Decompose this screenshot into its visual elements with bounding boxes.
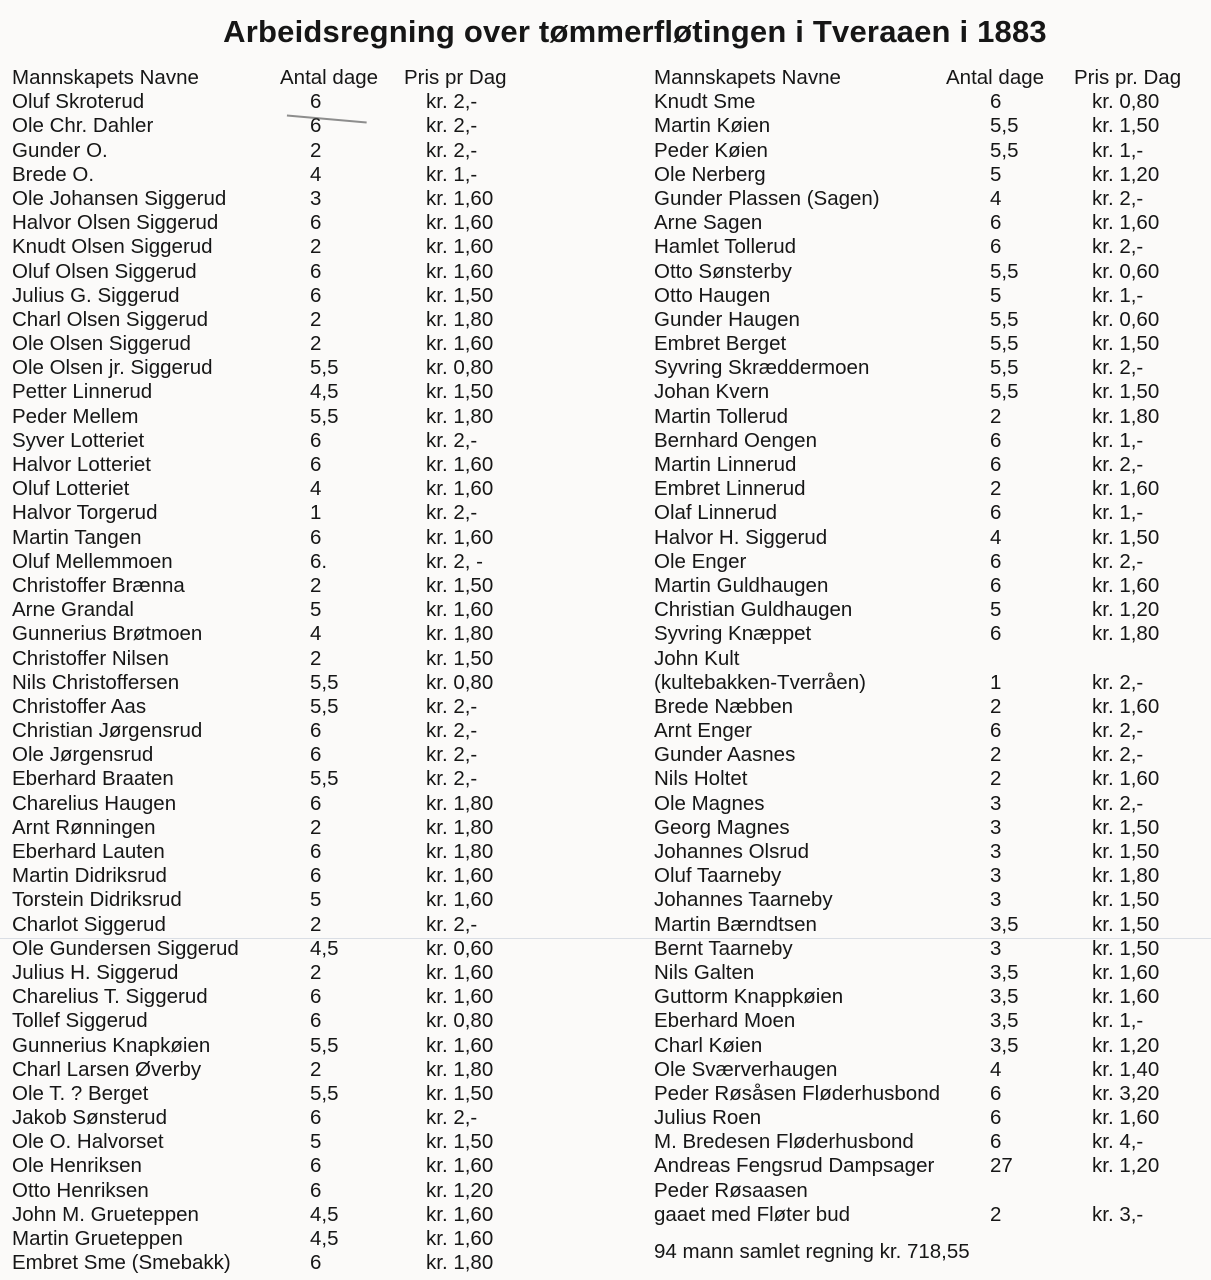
worker-name: Charlot Siggerud bbox=[12, 912, 166, 936]
daily-rate: kr. 1,60 bbox=[426, 1227, 494, 1250]
worker-name: Christoffer Nilsen bbox=[12, 646, 169, 670]
daily-rate: kr. 0,80 bbox=[426, 1009, 494, 1033]
daily-rate: kr. 1,60 bbox=[426, 186, 494, 210]
worker-name: (kultebakken-Tverråen) bbox=[654, 670, 866, 694]
worker-name: Ole Magnes bbox=[654, 791, 765, 815]
days-count: 2 bbox=[990, 767, 1002, 791]
days-count: 5,5 bbox=[310, 694, 339, 718]
days-count: 5 bbox=[310, 1130, 322, 1154]
daily-rate: kr. 1,60 bbox=[426, 477, 494, 501]
daily-rate: kr. 1,80 bbox=[1092, 864, 1160, 888]
header-days: Antal dage bbox=[946, 66, 1045, 89]
days-count: 3 bbox=[990, 791, 1002, 815]
days-count: 3 bbox=[990, 936, 1002, 960]
days-count: 2 bbox=[990, 1202, 1002, 1226]
days-count: 6 bbox=[310, 864, 322, 888]
daily-rate: kr. 1,60 bbox=[1092, 985, 1160, 1009]
daily-rate: kr. 1,80 bbox=[426, 622, 494, 646]
days-count: 5,5 bbox=[990, 307, 1019, 331]
daily-rate: kr. 2,- bbox=[1092, 791, 1144, 815]
worker-name: Johannes Taarneby bbox=[654, 888, 833, 912]
daily-rate: kr. 1,60 bbox=[426, 888, 494, 912]
days-count: 6 bbox=[310, 719, 322, 743]
daily-rate: kr. 1,80 bbox=[426, 1251, 494, 1275]
days-count: 3,5 bbox=[990, 912, 1019, 936]
daily-rate: kr. 1,80 bbox=[426, 791, 494, 815]
daily-rate: kr. 1,60 bbox=[1092, 960, 1160, 984]
days-count: 5,5 bbox=[990, 138, 1019, 162]
daily-rate: kr. 1,80 bbox=[426, 404, 494, 428]
worker-name: Ole Enger bbox=[654, 549, 747, 573]
worker-name: Peder Mellem bbox=[12, 404, 139, 428]
worker-name: Julius G. Siggerud bbox=[12, 283, 180, 307]
days-count: 6 bbox=[990, 211, 1002, 235]
daily-rate: kr. 2,- bbox=[426, 694, 478, 718]
daily-rate: kr. 1,60 bbox=[426, 211, 494, 235]
daily-rate: kr. 2,- bbox=[1092, 670, 1144, 694]
days-count: 2 bbox=[310, 332, 322, 356]
daily-rate: kr. 0,80 bbox=[1092, 90, 1160, 114]
days-count: 2 bbox=[990, 404, 1002, 428]
daily-rate: kr. 2,- bbox=[426, 767, 478, 791]
daily-rate: kr. 1,- bbox=[426, 162, 478, 186]
worker-name: Otto Haugen bbox=[654, 283, 771, 307]
worker-name: Gunder Aasnes bbox=[654, 743, 796, 767]
worker-name: Ole Nerberg bbox=[654, 162, 766, 186]
days-count: 5 bbox=[310, 888, 322, 912]
daily-rate: kr. 1,- bbox=[1092, 138, 1144, 162]
days-count: 6 bbox=[990, 235, 1002, 259]
worker-name: Petter Linnerud bbox=[12, 380, 153, 404]
worker-name: Peder Røsaasen bbox=[654, 1178, 808, 1202]
days-count: 6 bbox=[310, 1178, 322, 1202]
worker-name: Oluf Olsen Siggerud bbox=[12, 259, 197, 283]
worker-name: Ole Henriksen bbox=[12, 1154, 142, 1178]
daily-rate: kr. 1,50 bbox=[1092, 332, 1160, 356]
daily-rate: kr. 1,60 bbox=[426, 525, 494, 549]
daily-rate: kr. 1,20 bbox=[1092, 598, 1160, 622]
worker-name: Otto Henriksen bbox=[12, 1178, 149, 1202]
days-count: 6 bbox=[310, 428, 322, 452]
worker-name: Halvor Lotteriet bbox=[12, 453, 152, 476]
days-count: 6 bbox=[310, 791, 322, 815]
days-count: 6 bbox=[310, 90, 322, 114]
days-count: 5,5 bbox=[990, 114, 1019, 138]
worker-name: Martin Grueteppen bbox=[12, 1227, 183, 1250]
days-count: 6 bbox=[310, 525, 322, 549]
daily-rate: kr. 1,60 bbox=[1092, 694, 1160, 718]
worker-name: Gunder O. bbox=[12, 138, 108, 162]
worker-name: Gunder Plassen (Sagen) bbox=[654, 186, 880, 210]
worker-name: Oluf Skroterud bbox=[12, 90, 145, 114]
days-count: 6 bbox=[310, 1009, 322, 1033]
daily-rate: kr. 1,50 bbox=[1092, 114, 1160, 138]
daily-rate: kr. 2,- bbox=[426, 114, 478, 138]
worker-name: Ole Gundersen Siggerud bbox=[12, 936, 239, 960]
worker-name: Ole O. Halvorset bbox=[12, 1130, 164, 1154]
days-count: 27 bbox=[990, 1154, 1013, 1178]
daily-rate: kr. 1,50 bbox=[426, 1081, 494, 1105]
worker-name: Otto Sønsterby bbox=[654, 259, 792, 283]
daily-rate: kr. 1,50 bbox=[1092, 840, 1160, 863]
worker-name: Ole Johansen Siggerud bbox=[12, 186, 227, 210]
daily-rate: kr. 1,60 bbox=[426, 235, 494, 259]
days-count: 3 bbox=[990, 864, 1002, 888]
worker-name: Ole T. ? Berget bbox=[12, 1081, 149, 1105]
days-count: 6 bbox=[310, 1251, 322, 1275]
daily-rate: kr. 1,60 bbox=[426, 453, 494, 476]
days-count: 4,5 bbox=[310, 380, 339, 404]
worker-name: Ole Olsen jr. Siggerud bbox=[12, 356, 213, 380]
days-count: 2 bbox=[310, 573, 322, 597]
daily-rate: kr. 2,- bbox=[1092, 549, 1144, 573]
header-price: Pris pr. Dag bbox=[1074, 66, 1182, 89]
worker-name: gaaet med Fløter bud bbox=[654, 1202, 850, 1226]
days-count: 2 bbox=[310, 138, 322, 162]
header-price: Pris pr Dag bbox=[404, 66, 507, 89]
days-count: 1 bbox=[310, 501, 322, 525]
days-count: 6 bbox=[990, 501, 1002, 525]
days-count: 3,5 bbox=[990, 1033, 1019, 1057]
worker-name: Charelius Haugen bbox=[12, 791, 177, 815]
days-count: 5,5 bbox=[990, 380, 1019, 404]
days-count: 5,5 bbox=[310, 404, 339, 428]
days-count: 2 bbox=[990, 743, 1002, 767]
days-count: 6 bbox=[990, 622, 1002, 646]
worker-name: Charl Larsen Øverby bbox=[12, 1057, 202, 1081]
daily-rate: kr. 1,50 bbox=[426, 646, 494, 670]
days-count: 6 bbox=[310, 259, 322, 283]
days-count: 4,5 bbox=[310, 1227, 339, 1250]
daily-rate: kr. 2,- bbox=[1092, 453, 1144, 476]
days-count: 5 bbox=[990, 283, 1002, 307]
worker-name: Eberhard Moen bbox=[654, 1009, 796, 1033]
days-count: 6 bbox=[310, 114, 322, 138]
daily-rate: kr. 1,80 bbox=[426, 840, 494, 863]
days-count: 6 bbox=[990, 428, 1002, 452]
days-count: 4 bbox=[990, 186, 1002, 210]
days-count: 3 bbox=[990, 888, 1002, 912]
worker-name: Halvor H. Siggerud bbox=[654, 525, 828, 549]
daily-rate: kr. 0,60 bbox=[1092, 259, 1160, 283]
days-count: 6 bbox=[310, 743, 322, 767]
daily-rate: kr. 1,80 bbox=[1092, 622, 1160, 646]
daily-rate: kr. 1,20 bbox=[1092, 1033, 1160, 1057]
worker-name: Bernhard Oengen bbox=[654, 428, 817, 452]
daily-rate: kr. 1,50 bbox=[1092, 936, 1160, 960]
worker-name: Eberhard Braaten bbox=[12, 767, 174, 791]
daily-rate: kr. 1,60 bbox=[426, 1033, 494, 1057]
daily-rate: kr. 1,60 bbox=[426, 259, 494, 283]
worker-name: Christoffer Aas bbox=[12, 694, 147, 718]
days-count: 6 bbox=[990, 573, 1002, 597]
pen-scratch-mark bbox=[285, 115, 366, 142]
days-count: 6 bbox=[990, 1130, 1002, 1154]
worker-name: Christoffer Brænna bbox=[12, 573, 185, 597]
daily-rate: kr. 1,- bbox=[1092, 501, 1144, 525]
daily-rate: kr. 2,- bbox=[1092, 235, 1144, 259]
worker-name: Nils Christoffersen bbox=[12, 670, 180, 694]
daily-rate: kr. 1,60 bbox=[1092, 477, 1160, 501]
worker-name: Julius H. Siggerud bbox=[12, 960, 179, 984]
daily-rate: kr. 1,60 bbox=[426, 1154, 494, 1178]
worker-name: Syvring Knæppet bbox=[654, 622, 812, 646]
daily-rate: kr. 1,20 bbox=[1092, 1154, 1160, 1178]
days-count: 5 bbox=[990, 598, 1002, 622]
worker-name: Georg Magnes bbox=[654, 815, 790, 839]
days-count: 6 bbox=[310, 1106, 322, 1130]
days-count: 5 bbox=[310, 598, 322, 622]
days-count: 4,5 bbox=[310, 936, 339, 960]
worker-name: Ole Olsen Siggerud bbox=[12, 332, 191, 356]
paper-fold-line bbox=[0, 938, 1211, 939]
daily-rate: kr. 1,60 bbox=[1092, 1106, 1160, 1130]
days-count: 6 bbox=[310, 1154, 322, 1178]
worker-name: Ole Chr. Dahler bbox=[12, 114, 154, 138]
worker-name: Charelius T. Siggerud bbox=[12, 985, 208, 1009]
daily-rate: kr. 2,- bbox=[426, 743, 478, 767]
worker-name: Ole Jørgensrud bbox=[12, 743, 154, 767]
daily-rate: kr. 1,80 bbox=[1092, 404, 1160, 428]
daily-rate: kr. 2,- bbox=[426, 138, 478, 162]
daily-rate: kr. 1,50 bbox=[1092, 380, 1160, 404]
worker-name: Olaf Linnerud bbox=[654, 501, 778, 525]
worker-name: Johannes Olsrud bbox=[654, 840, 809, 863]
daily-rate: kr. 2,- bbox=[426, 428, 478, 452]
days-count: 6 bbox=[310, 283, 322, 307]
worker-name: Brede O. bbox=[12, 162, 95, 186]
days-count: 6 bbox=[990, 549, 1002, 573]
daily-rate: kr. 2, - bbox=[426, 549, 483, 573]
worker-name: Martin Guldhaugen bbox=[654, 573, 829, 597]
worker-name: Ole Sværverhaugen bbox=[654, 1057, 838, 1081]
days-count: 4 bbox=[310, 477, 322, 501]
worker-name: Halvor Olsen Siggerud bbox=[12, 211, 219, 235]
worker-name: Charl Køien bbox=[654, 1033, 763, 1057]
daily-rate: kr. 1,60 bbox=[426, 864, 494, 888]
worker-name: Arne Sagen bbox=[654, 211, 763, 235]
daily-rate: kr. 1,60 bbox=[1092, 767, 1160, 791]
worker-name: Syvring Skræddermoen bbox=[654, 356, 870, 380]
worker-name: Martin Linnerud bbox=[654, 453, 797, 476]
days-count: 5,5 bbox=[310, 767, 339, 791]
worker-name: Johan Kvern bbox=[654, 380, 770, 404]
worker-name: Gunder Haugen bbox=[654, 307, 800, 331]
days-count: 2 bbox=[310, 815, 322, 839]
worker-name: Gunnerius Brøtmoen bbox=[12, 622, 203, 646]
worker-name: M. Bredesen Fløderhusbond bbox=[654, 1130, 914, 1154]
worker-name: Syver Lotteriet bbox=[12, 428, 145, 452]
daily-rate: kr. 0,80 bbox=[426, 356, 494, 380]
daily-rate: kr. 2,- bbox=[1092, 719, 1144, 743]
worker-name: Halvor Torgerud bbox=[12, 501, 158, 525]
daily-rate: kr. 1,60 bbox=[1092, 573, 1160, 597]
daily-rate: kr. 2,- bbox=[426, 501, 478, 525]
days-count: 6 bbox=[990, 1081, 1002, 1105]
daily-rate: kr. 1,- bbox=[1092, 283, 1144, 307]
daily-rate: kr. 1,60 bbox=[426, 332, 494, 356]
days-count: 2 bbox=[310, 912, 322, 936]
daily-rate: kr. 1,60 bbox=[1092, 211, 1160, 235]
daily-rate: kr. 1,20 bbox=[426, 1178, 494, 1202]
worker-name: Knudt Olsen Siggerud bbox=[12, 235, 213, 259]
daily-rate: kr. 3,20 bbox=[1092, 1081, 1160, 1105]
worker-name: Embret Berget bbox=[654, 332, 787, 356]
daily-rate: kr. 1,50 bbox=[426, 283, 494, 307]
days-count: 5,5 bbox=[990, 356, 1019, 380]
total-line: 94 mann samlet regning kr. 718,55 bbox=[654, 1240, 970, 1263]
daily-rate: kr. 1,50 bbox=[426, 1130, 494, 1154]
days-count: 3,5 bbox=[990, 1009, 1019, 1033]
days-count: 4 bbox=[990, 1057, 1002, 1081]
worker-name: Martin Tangen bbox=[12, 525, 142, 549]
days-count: 2 bbox=[990, 477, 1002, 501]
days-count: 6 bbox=[990, 453, 1002, 476]
worker-name: Martin Didriksrud bbox=[12, 864, 167, 888]
daily-rate: kr. 2,- bbox=[426, 912, 478, 936]
worker-name: Tollef Siggerud bbox=[12, 1009, 148, 1033]
worker-name: Christian Guldhaugen bbox=[654, 598, 853, 622]
days-count: 1 bbox=[990, 670, 1002, 694]
days-count: 5,5 bbox=[310, 1033, 339, 1057]
worker-name: Arne Grandal bbox=[12, 598, 134, 622]
daily-rate: kr. 1,80 bbox=[426, 815, 494, 839]
header-names: Mannskapets Navne bbox=[12, 66, 199, 89]
worker-name: Knudt Sme bbox=[654, 90, 756, 114]
days-count: 6 bbox=[990, 90, 1002, 114]
daily-rate: kr. 1,50 bbox=[1092, 525, 1160, 549]
worker-name: Embret Linnerud bbox=[654, 477, 806, 501]
days-count: 3 bbox=[990, 840, 1002, 863]
worker-name: Oluf Lotteriet bbox=[12, 477, 130, 501]
daily-rate: kr. 1,40 bbox=[1092, 1057, 1160, 1081]
days-count: 5,5 bbox=[310, 1081, 339, 1105]
worker-name: Martin Tollerud bbox=[654, 404, 789, 428]
daily-rate: kr. 0,80 bbox=[426, 670, 494, 694]
worker-name: Guttorm Knappkøien bbox=[654, 985, 844, 1009]
worker-name: John Kult bbox=[654, 646, 740, 670]
days-count: 6 bbox=[310, 211, 322, 235]
worker-name: Peder Røsåsen Fløderhusbond bbox=[654, 1081, 941, 1105]
daily-rate: kr. 1,60 bbox=[426, 1202, 494, 1226]
days-count: 6 bbox=[310, 840, 322, 863]
header-days: Antal dage bbox=[280, 66, 379, 89]
days-count: 3,5 bbox=[990, 960, 1019, 984]
days-count: 5,5 bbox=[990, 332, 1019, 356]
daily-rate: kr. 1,50 bbox=[426, 573, 494, 597]
worker-name: Nils Galten bbox=[654, 960, 755, 984]
daily-rate: kr. 1,50 bbox=[1092, 912, 1160, 936]
daily-rate: kr. 3,- bbox=[1092, 1202, 1144, 1226]
days-count: 3 bbox=[310, 186, 322, 210]
worker-name: Arnt Rønningen bbox=[12, 815, 156, 839]
daily-rate: kr. 2,- bbox=[426, 1106, 478, 1130]
worker-name: Arnt Enger bbox=[654, 719, 752, 743]
days-count: 2 bbox=[310, 235, 322, 259]
worker-name: Torstein Didriksrud bbox=[12, 888, 182, 912]
daily-rate: kr. 1,60 bbox=[426, 985, 494, 1009]
days-count: 3,5 bbox=[990, 985, 1019, 1009]
daily-rate: kr. 1,80 bbox=[426, 1057, 494, 1081]
days-count: 4 bbox=[310, 162, 322, 186]
days-count: 6. bbox=[310, 549, 328, 573]
daily-rate: kr. 2,- bbox=[1092, 356, 1144, 380]
days-count: 5 bbox=[990, 162, 1002, 186]
daily-rate: kr. 4,- bbox=[1092, 1130, 1144, 1154]
days-count: 2 bbox=[990, 694, 1002, 718]
daily-rate: kr. 2,- bbox=[1092, 186, 1144, 210]
days-count: 6 bbox=[990, 719, 1002, 743]
daily-rate: kr. 1,60 bbox=[426, 960, 494, 984]
days-count: 5,5 bbox=[990, 259, 1019, 283]
worker-name: Martin Køien bbox=[654, 114, 771, 138]
worker-name: Julius Roen bbox=[654, 1106, 762, 1130]
daily-rate: kr. 1,- bbox=[1092, 1009, 1144, 1033]
worker-name: Brede Næbben bbox=[654, 694, 794, 718]
daily-rate: kr. 1,50 bbox=[1092, 815, 1160, 839]
header-names: Mannskapets Navne bbox=[654, 66, 841, 89]
worker-name: Christian Jørgensrud bbox=[12, 719, 203, 743]
daily-rate: kr. 2,- bbox=[426, 90, 478, 114]
days-count: 2 bbox=[310, 646, 322, 670]
worker-name: Embret Sme (Smebakk) bbox=[12, 1251, 231, 1275]
worker-name: Bernt Taarneby bbox=[654, 936, 793, 960]
daily-rate: kr. 1,50 bbox=[426, 380, 494, 404]
daily-rate: kr. 1,60 bbox=[426, 598, 494, 622]
daily-rate: kr. 0,60 bbox=[1092, 307, 1160, 331]
days-count: 2 bbox=[310, 1057, 322, 1081]
worker-name: Jakob Sønsterud bbox=[12, 1106, 167, 1130]
days-count: 5,5 bbox=[310, 356, 339, 380]
days-count: 2 bbox=[310, 307, 322, 331]
worker-name: Hamlet Tollerud bbox=[654, 235, 797, 259]
worker-name: Charl Olsen Siggerud bbox=[12, 307, 208, 331]
daily-rate: kr. 1,50 bbox=[1092, 888, 1160, 912]
days-count: 5,5 bbox=[310, 670, 339, 694]
days-count: 4 bbox=[310, 622, 322, 646]
document-title: Arbeidsregning over tømmerfløtingen i Tveraaen i 1883 bbox=[223, 14, 1047, 49]
daily-rate: kr. 1,80 bbox=[426, 307, 494, 331]
days-count: 2 bbox=[310, 960, 322, 984]
days-count: 3 bbox=[990, 815, 1002, 839]
worker-name: Martin Bærndtsen bbox=[654, 912, 817, 936]
days-count: 4 bbox=[990, 525, 1002, 549]
worker-name: Gunnerius Knapkøien bbox=[12, 1033, 211, 1057]
worker-name: Oluf Taarneby bbox=[654, 864, 782, 888]
worker-name: Oluf Mellemmoen bbox=[12, 549, 173, 573]
worker-name: Eberhard Lauten bbox=[12, 840, 165, 863]
days-count: 6 bbox=[310, 453, 322, 476]
worker-name: Peder Køien bbox=[654, 138, 768, 162]
days-count: 6 bbox=[310, 985, 322, 1009]
worker-name: John M. Grueteppen bbox=[12, 1202, 199, 1226]
daily-rate: kr. 1,- bbox=[1092, 428, 1144, 452]
worker-name: Andreas Fengsrud Dampsager bbox=[654, 1154, 935, 1178]
worker-name: Nils Holtet bbox=[654, 767, 748, 791]
days-count: 4,5 bbox=[310, 1202, 339, 1226]
daily-rate: kr. 2,- bbox=[426, 719, 478, 743]
daily-rate: kr. 0,60 bbox=[426, 936, 494, 960]
days-count: 6 bbox=[990, 1106, 1002, 1130]
daily-rate: kr. 2,- bbox=[1092, 743, 1144, 767]
daily-rate: kr. 1,20 bbox=[1092, 162, 1160, 186]
